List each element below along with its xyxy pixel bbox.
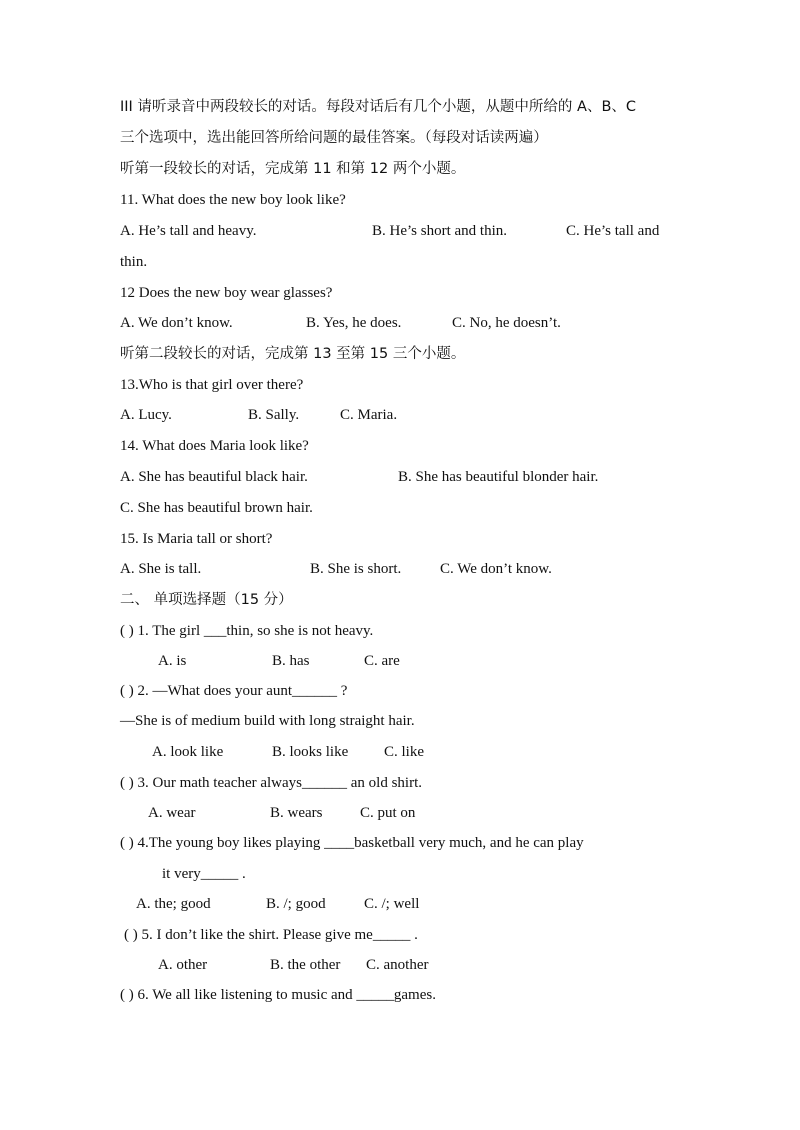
option-a: A. Lucy. <box>120 407 172 423</box>
mc-q3-options <box>0 800 800 826</box>
option-a: A. the; good <box>136 896 211 912</box>
option-c: C. No, he doesn’t. <box>452 315 561 331</box>
question-text: ( ) 3. Our math teacher always______ an old shirt. <box>120 775 422 791</box>
question-text: 12 Does the new boy wear glasses? <box>120 285 333 301</box>
option-c-cont: thin. <box>120 254 148 270</box>
mc-q2-question <box>0 678 800 704</box>
q14-options-ab <box>0 464 800 490</box>
question-text-cont: it very_____ . <box>162 866 246 882</box>
q14-question <box>0 433 800 459</box>
option-a: A. other <box>158 957 208 973</box>
dialog2-intro <box>0 341 800 367</box>
mc-q4-question-continued <box>0 861 800 887</box>
option-c: C. put on <box>360 805 416 821</box>
mc-q4-question <box>0 830 800 856</box>
question-text: ( ) 4.The young boy likes playing ____basketball very much, and he can play <box>120 835 584 851</box>
section-heading-text: 二、 单项选择题（15 分） <box>120 592 293 608</box>
q14-options-c <box>0 495 800 521</box>
mc-q6-question <box>0 982 800 1008</box>
mc-q3-question <box>0 770 800 796</box>
q12-options <box>0 310 800 336</box>
section3-instruction-line-1 <box>0 94 800 120</box>
option-b: B. She has beautiful blonder hair. <box>398 469 599 485</box>
option-a: A. wear <box>148 805 196 821</box>
option-a: A. He’s tall and heavy. <box>120 223 257 239</box>
option-c: C. Maria. <box>340 407 398 423</box>
q12-question <box>0 280 800 306</box>
question-text: 11. What does the new boy look like? <box>120 192 346 208</box>
dialog1-intro <box>0 156 800 182</box>
option-b: B. wears <box>270 805 323 821</box>
option-b: B. looks like <box>272 744 349 760</box>
option-b: B. /; good <box>266 896 326 912</box>
q11-options <box>0 218 800 244</box>
option-a: A. We don’t know. <box>120 315 233 331</box>
option-c: C. We don’t know. <box>440 561 552 577</box>
option-c: C. are <box>364 653 400 669</box>
mc-q2-options <box>0 739 800 765</box>
option-b: B. Sally. <box>248 407 300 423</box>
q11-question <box>0 187 800 213</box>
question-text: 15. Is Maria tall or short? <box>120 531 273 547</box>
option-c: C. He’s tall and <box>566 223 660 239</box>
mc-q1-question <box>0 618 800 644</box>
section2-heading <box>0 587 800 613</box>
question-text: 13.Who is that girl over there? <box>120 377 304 393</box>
instruction-text: III 请听录音中两段较长的对话。每段对话后有几个小题，从题中所给的 A、B、C <box>120 99 637 115</box>
question-text: ( ) 6. We all like listening to music and _____games. <box>120 987 436 1003</box>
option-b: B. the other <box>270 957 341 973</box>
mc-q2-answer-line <box>0 708 800 734</box>
option-c: C. like <box>384 744 424 760</box>
option-c: C. another <box>366 957 429 973</box>
mc-q5-question <box>0 922 800 948</box>
dialog-intro-text: 听第一段较长的对话，完成第 11 和第 12 两个小题。 <box>120 161 466 177</box>
option-a: A. is <box>158 653 187 669</box>
question-text: ( ) 1. The girl ___thin, so she is not heavy. <box>120 623 374 639</box>
option-b: B. Yes, he does. <box>306 315 402 331</box>
q13-question <box>0 372 800 398</box>
question-text: 14. What does Maria look like? <box>120 438 309 454</box>
option-a: A. She has beautiful black hair. <box>120 469 308 485</box>
option-c: C. She has beautiful brown hair. <box>120 500 313 516</box>
q15-options <box>0 556 800 582</box>
q15-question <box>0 526 800 552</box>
question-text: ( ) 5. I don’t like the shirt. Please give me_____ . <box>124 927 418 943</box>
option-b: B. She is short. <box>310 561 402 577</box>
question-text: ( ) 2. —What does your aunt______ ? <box>120 683 348 699</box>
dialogue-reply-text: —She is of medium build with long straight hair. <box>120 713 415 729</box>
option-c: C. /; well <box>364 896 420 912</box>
mc-q4-options <box>0 891 800 917</box>
option-a: A. look like <box>152 744 224 760</box>
q13-options <box>0 402 800 428</box>
q11-option-c-continued <box>0 249 800 275</box>
instruction-text: 三个选项中，选出能回答所给问题的最佳答案。（每段对话读两遍） <box>120 130 548 146</box>
option-b: B. He’s short and thin. <box>372 223 507 239</box>
mc-q5-options <box>0 952 800 978</box>
dialog-intro-text: 听第二段较长的对话，完成第 13 至第 15 三个小题。 <box>120 346 466 362</box>
option-a: A. She is tall. <box>120 561 202 577</box>
mc-q1-options <box>0 648 800 674</box>
section3-instruction-line-2 <box>0 125 800 151</box>
option-b: B. has <box>272 653 310 669</box>
